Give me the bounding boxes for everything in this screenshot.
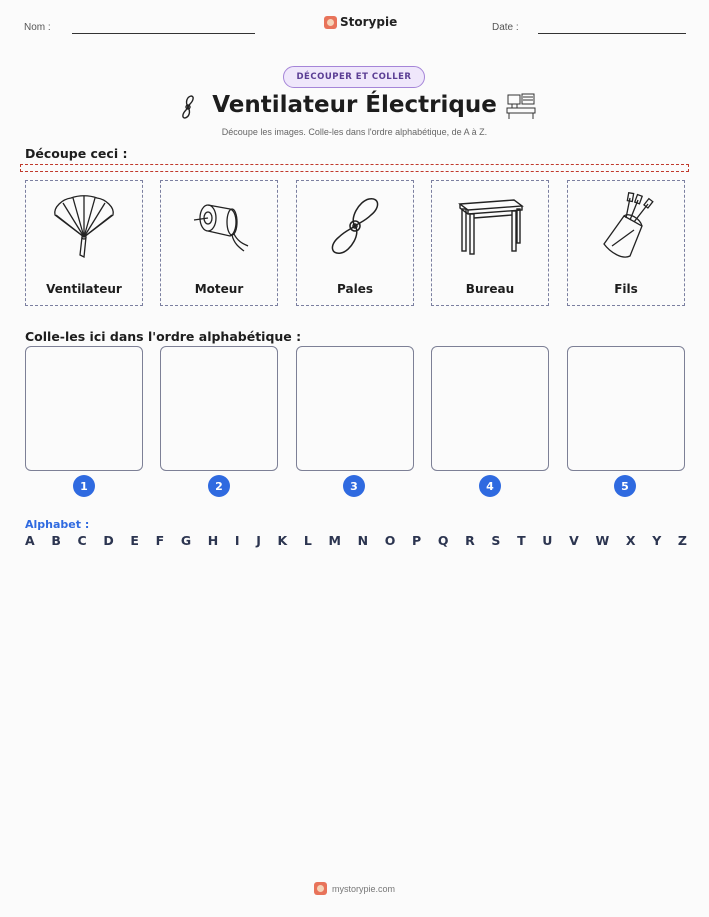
cut-card-fils[interactable] bbox=[567, 180, 685, 306]
paste-slot-4[interactable] bbox=[431, 346, 549, 471]
alphabet-letter: L bbox=[303, 533, 312, 548]
propeller-blades-icon bbox=[297, 187, 413, 265]
alphabet-letter: M bbox=[328, 533, 341, 548]
alphabet-letter: G bbox=[180, 533, 192, 548]
paste-slot-1[interactable] bbox=[25, 346, 143, 471]
alphabet-letter: H bbox=[207, 533, 219, 548]
alphabet-letter: S bbox=[491, 533, 501, 548]
alphabet-letter: U bbox=[542, 533, 553, 548]
footer bbox=[0, 882, 709, 895]
paste-slot-5[interactable] bbox=[567, 346, 685, 471]
workshop-title-icon bbox=[506, 92, 536, 120]
paste-heading: Colle-les ici dans l'ordre alphabétique : bbox=[25, 329, 302, 344]
motor-icon bbox=[161, 187, 277, 265]
page-title: Ventilateur Électrique bbox=[212, 92, 497, 118]
date-line[interactable] bbox=[538, 33, 686, 34]
alphabet-letter: X bbox=[625, 533, 636, 548]
name-label: Nom : bbox=[24, 22, 51, 33]
alphabet-letter: A bbox=[25, 533, 35, 548]
alphabet-letter: Z bbox=[677, 533, 687, 548]
paste-slot-3[interactable] bbox=[296, 346, 414, 471]
slot-number-2: 2 bbox=[208, 475, 230, 497]
alphabet-letter: T bbox=[517, 533, 526, 548]
cut-heading: Découpe ceci : bbox=[25, 146, 128, 161]
alphabet-letter: E bbox=[130, 533, 139, 548]
paste-slot-2[interactable] bbox=[160, 346, 278, 471]
card-label: Bureau bbox=[465, 282, 515, 296]
card-label: Ventilateur bbox=[46, 282, 122, 296]
storypie-mascot-icon bbox=[324, 16, 337, 29]
storypie-logo bbox=[324, 15, 397, 29]
name-line[interactable] bbox=[72, 33, 255, 34]
wires-icon bbox=[568, 187, 684, 265]
alphabet-letter: D bbox=[103, 533, 114, 548]
footer-site: mystorypie.com bbox=[331, 883, 395, 894]
slot-number-1: 1 bbox=[73, 475, 95, 497]
card-label: Pales bbox=[337, 282, 373, 296]
alphabet-letter: J bbox=[256, 533, 261, 548]
alphabet-letter: B bbox=[51, 533, 61, 548]
alphabet-row bbox=[25, 533, 687, 548]
alphabet-letter: N bbox=[357, 533, 369, 548]
date-label: Date : bbox=[492, 22, 519, 33]
alphabet-letter: I bbox=[234, 533, 240, 548]
cut-card-ventilateur[interactable] bbox=[25, 180, 143, 306]
slot-number-4: 4 bbox=[479, 475, 501, 497]
alphabet-letter: C bbox=[77, 533, 87, 548]
alphabet-letter: Q bbox=[437, 533, 449, 548]
alphabet-letter: P bbox=[412, 533, 422, 548]
card-label: Fils bbox=[614, 282, 638, 296]
slot-number-3: 3 bbox=[343, 475, 365, 497]
cut-line bbox=[20, 164, 689, 172]
hand-fan-icon bbox=[26, 187, 142, 265]
alphabet-letter: R bbox=[465, 533, 475, 548]
cut-card-moteur[interactable] bbox=[160, 180, 278, 306]
cut-card-pales[interactable] bbox=[296, 180, 414, 306]
alphabet-letter: O bbox=[384, 533, 396, 548]
card-label: Moteur bbox=[194, 282, 244, 296]
brand-text: Storypie bbox=[340, 15, 398, 29]
alphabet-letter: V bbox=[569, 533, 579, 548]
cut-card-bureau[interactable] bbox=[431, 180, 549, 306]
alphabet-letter: Y bbox=[652, 533, 662, 548]
alphabet-letter: W bbox=[595, 533, 610, 548]
storypie-mascot-icon bbox=[314, 882, 327, 895]
instructions: Découpe les images. Colle-les dans l'ordre alphabétique, de A à Z. bbox=[221, 127, 488, 137]
alphabet-letter: F bbox=[155, 533, 165, 548]
alphabet-label: Alphabet : bbox=[25, 518, 90, 531]
slot-number-5: 5 bbox=[614, 475, 636, 497]
alphabet-letter: K bbox=[277, 533, 288, 548]
activity-badge: DÉCOUPER ET COLLER bbox=[283, 66, 425, 88]
desk-icon bbox=[432, 187, 548, 265]
